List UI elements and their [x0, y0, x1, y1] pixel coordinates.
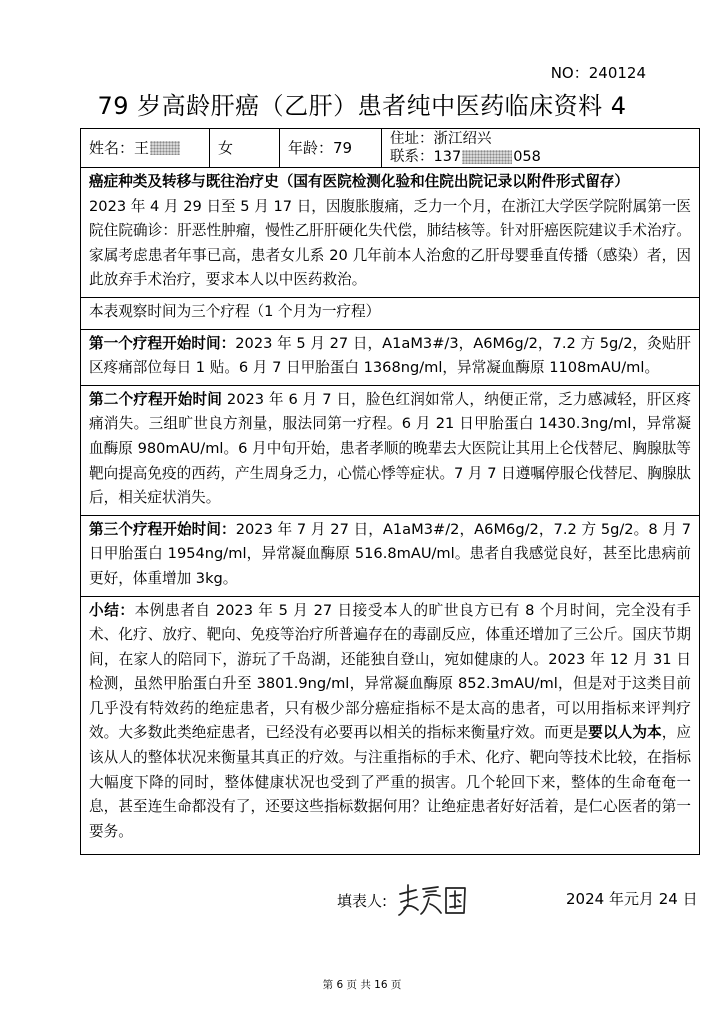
course-3-text: 2023 年 7 月 27 日，A1aM3#/2，A6M6g/2，7.2 方 5g/2。8 月 7 日甲胎蛋白 1954ng/ml，异常凝血酶原 516.8mAU/ml。患者自我感觉良好，甚至比患病前更好，体重增加 3kg。	[89, 520, 691, 587]
patient-address-line	[390, 130, 492, 148]
history-heading: 癌症种类及转移与既往治疗史（国有医院检测化验和住院出院记录以附件形式留存）	[89, 173, 629, 190]
course-1-heading: 第一个疗程开始时间：	[89, 334, 236, 352]
summary-text-a: 本例患者自 2023 年 5 月 27 日接受本人的旷世良方已有 8 个月时间，完全没有手术、化疗、放疗、靶向、免疫等治疗所普遍存在的毒副反应，体重还增加了三公斤。国庆节期间，在家人的陪同下，游玩了千岛湖，还能独自登山，宛如健康的人。2023 年 12 月 31 日检测，虽然甲胎蛋白升至 3801.9ng/ml，异常凝血酶原 852.3mAU/ml，但是对于这类目前几乎没有特效药的绝症患者，只有极少部分癌症指标不是太高的患者，可以用指标来评判疗效。大多数此类绝症患者，已经没有必要再以相关的指标来衡量疗效。而更是	[89, 601, 691, 742]
course-1-text: 2023 年 5 月 27 日，A1aM3#/3，A6M6g/2，7.2 方 5g/2，灸贴肝区疼痛部位每日 1 贴。6 月 7 日甲胎蛋白 1368ng/ml，异常凝血酶原 1108mAU/ml。	[89, 334, 691, 377]
summary-section	[81, 596, 699, 855]
record-table	[80, 128, 700, 855]
patient-gender: 女	[218, 138, 234, 157]
address-label: 住址：	[390, 131, 434, 147]
document-number: NO：240124	[550, 64, 646, 82]
course-2-section	[81, 385, 699, 515]
observation-text: 本表观察时间为三个疗程（1 个月为一疗程）	[89, 302, 381, 320]
course-2-text: 2023 年 6 月 7 日，脸色红润如常人，纳便正常，乏力感减轻，肝区疼痛消失。三组旷世良方剂量，服法同第一疗程。6 月 21 日甲胎蛋白 1430.3ng/ml，异常凝血酶原 980mAU/ml。6 月中旬开始，患者孝顺的晚辈去大医院让其用上仑伐替尼、胸腺肽等靶向提高免疫的西药，产生周身乏力，心慌心悸等症状。7 月 7 日遵嘱停服仑伐替尼、胸腺肽后，相关症状消失。	[89, 390, 691, 507]
phone-suffix: 058	[513, 149, 541, 165]
course-3-heading: 第三个疗程开始时间：	[89, 520, 236, 538]
summary-heading: 小结：	[89, 601, 135, 619]
handwritten-signature	[396, 880, 470, 918]
fill-date: 2024 年元月 24 日	[566, 890, 698, 908]
patient-phone-line	[390, 148, 541, 166]
signature-label: 填表人:	[337, 892, 388, 910]
name-redaction	[150, 141, 180, 155]
patient-gender-cell	[209, 129, 279, 167]
course-3-section	[81, 515, 699, 596]
patient-info-row	[81, 129, 699, 167]
observation-note	[81, 297, 699, 329]
document-title: 79 岁高龄肝癌（乙肝）患者纯中医药临床资料 4	[97, 92, 627, 120]
patient-name-cell	[81, 129, 209, 167]
course-2-heading: 第二个疗程开始时间	[89, 390, 223, 408]
patient-age: 79	[333, 138, 353, 157]
patient-age-label: 年龄：	[288, 138, 334, 157]
page-footer: 第 6 页 共 16 页	[322, 979, 402, 991]
patient-contact-cell	[381, 129, 699, 167]
summary-text-b: ，应该从人的整体状况来衡量其真正的疗效。与注重指标的手术、化疗、靶向等技术比较，在指标大幅度下降的同时，整体健康状况也受到了严重的损害。几个轮回下来，整体的生命奄奄一息，甚至连生命都没有了，还要这些指标数据何用？让绝症患者好好活着，是仁心医者的第一要务。	[89, 724, 691, 840]
signature-area	[0, 880, 724, 920]
history-section	[81, 167, 699, 297]
summary-emphasis: 要以人为本	[588, 724, 662, 742]
phone-redaction	[462, 150, 512, 164]
course-1-section	[81, 329, 699, 385]
patient-address: 浙江绍兴	[433, 131, 492, 147]
history-text: 2023 年 4 月 29 日至 5 月 17 日，因腹胀腹痛，乏力一个月，在浙江大学医学院附属第一医院住院确诊：肝恶性肿瘤，慢性乙肝肝硬化失代偿，肺结核等。针对肝癌医院建议手术治疗。家属考虑患者年事已高，患者女儿系 20 几年前本人治愈的乙肝母婴垂直传播（感染）者，因此放弃手术治疗，要求本人以中医药救治。	[89, 197, 691, 289]
contact-label: 联系：	[390, 149, 434, 165]
phone-prefix: 137	[433, 149, 462, 165]
patient-age-cell	[279, 129, 381, 167]
patient-name: 姓名：王	[89, 138, 150, 157]
